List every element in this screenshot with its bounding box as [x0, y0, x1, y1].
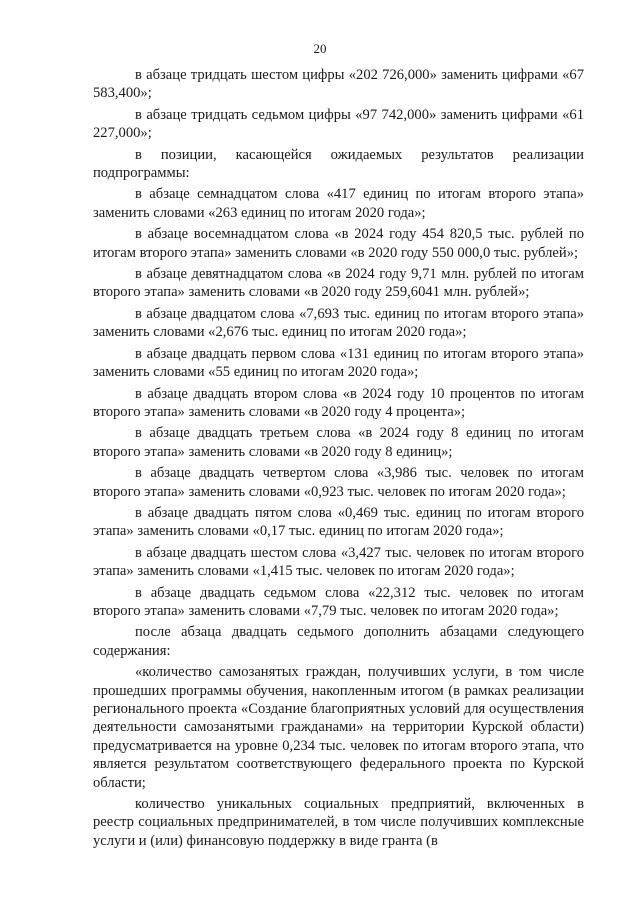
paragraph: «количество самозанятых граждан, получивших услуги, в том числе прошедших программы обучения, накопленным итогом (в рамках реализации регионального проекта «Создание благоприятных условий для осуществления деятельности самозанятыми гражданами» на территории Курской области) предусматривается на уровне 0,234 тыс. человек по итогам второго этапа, что является результатом соответствующего федерального проекта по Курской области;	[93, 664, 584, 791]
paragraph: в абзаце двадцать седьмом слова «22,312 тыс. человек по итогам второго этапа» заменить словами «7,79 тыс. человек по итогам 2020 года»;	[93, 584, 584, 619]
paragraph: в абзаце двадцатом слова «7,693 тыс. единиц по итогам второго этапа» заменить словами «2,676 тыс. единиц по итогам 2020 года»;	[93, 305, 584, 341]
paragraph: в абзаце двадцать шестом слова «3,427 тыс. человек по итогам второго этапа» заменить словами «1,415 тыс. человек по итогам 2020 года»;	[93, 544, 584, 580]
paragraph: в абзаце двадцать втором слова «в 2024 году 10 процентов по итогам второго этапа» заменить словами «в 2020 году 4 процента»;	[93, 385, 584, 420]
paragraph: в абзаце тридцать седьмом цифры «97 742,000» заменить цифрами «61 227,000»;	[93, 106, 584, 142]
paragraph: после абзаца двадцать седьмого дополнить абзацами следующего содержания:	[93, 624, 584, 659]
paragraph: количество уникальных социальных предприятий, включенных в реестр социальных предпринимателей, в том числе получивших комплексные услуги и (или) финансовую поддержку в виде гранта (в	[93, 796, 584, 849]
paragraph: в позиции, касающейся ожидаемых результатов реализации подпрограммы:	[93, 146, 584, 182]
paragraph: в абзаце двадцать первом слова «131 единиц по итогам второго этапа» заменить словами «55 единиц по итогам 2020 года»;	[93, 345, 584, 381]
document-body	[93, 66, 584, 853]
paragraph: в абзаце двадцать пятом слова «0,469 тыс. единиц по итогам второго этапа» заменить словами «0,17 тыс. единиц по итогам 2020 года»;	[93, 504, 584, 540]
page-number: 20	[313, 41, 327, 56]
paragraph: в абзаце двадцать третьем слова «в 2024 году 8 единиц по итогам второго этапа» заменить словами «в 2020 году 8 единиц»;	[93, 425, 584, 460]
paragraph: в абзаце тридцать шестом цифры «202 726,000» заменить цифрами «67 583,400»;	[93, 67, 584, 102]
paragraph: в абзаце девятнадцатом слова «в 2024 году 9,71 млн. рублей по итогам второго этапа» заменить словами «в 2020 году 259,6041 млн. рублей»;	[93, 266, 584, 301]
paragraph: в абзаце семнадцатом слова «417 единиц по итогам второго этапа» заменить словами «263 единиц по итогам 2020 года»;	[93, 186, 584, 221]
paragraph: в абзаце двадцать четвертом слова «3,986 тыс. человек по итогам второго этапа» заменить словами «0,923 тыс. человек по итогам 2020 года»;	[93, 465, 584, 500]
paragraph: в абзаце восемнадцатом слова «в 2024 году 454 820,5 тыс. рублей по итогам второго этапа» заменить словами «в 2020 году 550 000,0 тыс. рублей»;	[93, 226, 584, 261]
